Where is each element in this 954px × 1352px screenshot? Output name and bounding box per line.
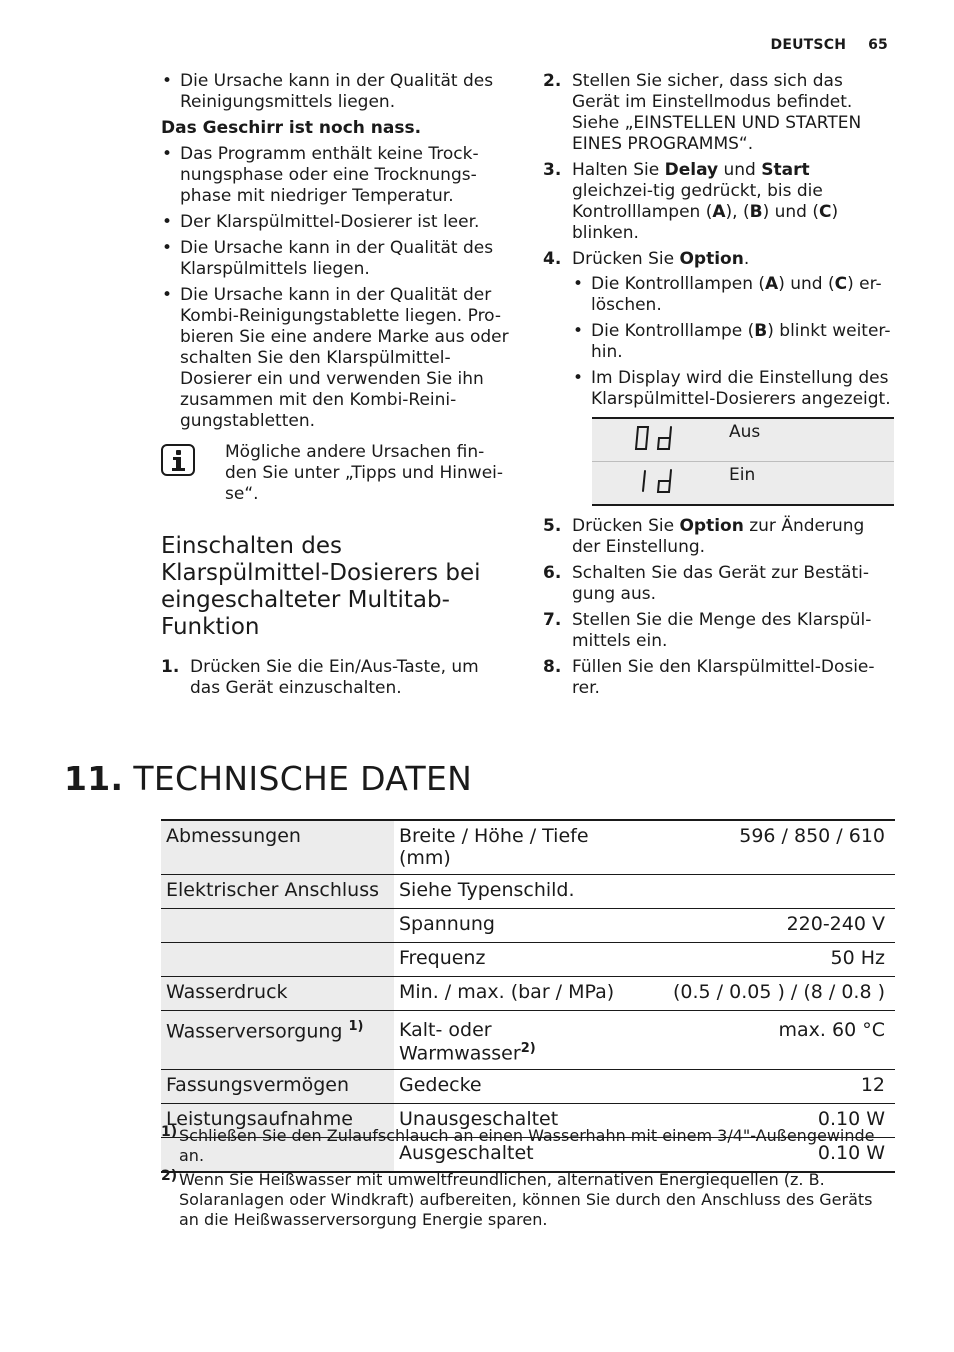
step-text: und [718,160,762,180]
step-text: . [743,249,750,269]
row-value: 0.10 W [817,1142,885,1165]
steps-list-left [161,657,513,699]
row-param: Breite / Höhe / Tiefe (mm) [399,825,589,869]
step-text: ), ( [725,202,750,222]
footnote [161,1170,891,1230]
sub-bullet-list [572,274,895,410]
lamp-b: B [749,202,763,222]
step-text: Schalten Sie das Gerät zur Bestäti-gung aus. [572,563,869,604]
key-option: Option [679,249,744,269]
step-number: 2. [543,71,562,91]
row-value: 220-240 V [786,913,885,935]
row-param: Ausgeschaltet [399,1142,534,1165]
left-column [161,71,513,704]
steps-list-right-2 [543,516,895,699]
row-label [161,909,394,943]
display-glyph-1d [592,462,727,506]
row-label: Fassungsvermögen [161,1070,394,1104]
step-text: ) blinken. [572,202,839,243]
step-number: 6. [543,563,562,583]
list-item: • Das Programm enthält keine Trock-nungsphase oder eine Trocknungs-phase mit niedriger Temperatur. [161,144,513,207]
display-label: Ein [727,462,894,506]
list-item: • Die Ursache kann in der Qualität des Klarspülmittels liegen. [161,238,513,280]
steps-list-right [543,71,895,410]
row-param: Siehe Typenschild. [399,879,575,901]
row-value: 0.10 W [817,1108,885,1131]
step-item [543,71,895,155]
row-value [641,875,895,909]
step-item [543,160,895,244]
info-icon [161,444,195,476]
header-section: DEUTSCH [770,37,847,53]
step-number: 7. [543,610,562,630]
note-text: Mögliche andere Ursachen fin-den Sie unter „Tipps und Hinwei-se“. [225,442,504,504]
row-param: Frequenz [399,947,486,969]
step-item [543,610,895,652]
step-text: Stellen Sie sicher, dass sich das Gerät im Einstellmodus befindet. Siehe „EINSTELLEN UND STARTEN EINES PROGRAMMS“. [572,71,862,154]
seven-segment-0d-icon [632,425,674,451]
row-param: Min. / max. (bar / MPa) [399,981,615,1003]
row-label: Wasserversorgung $^{1)}$ [161,1011,394,1070]
step-text: zur Änderung der Einstellung. [572,516,865,557]
bullet-list-top [161,71,513,113]
row-param: Kalt- oder Warmwasser$^{2)}$ [399,1019,536,1065]
footnote-ref: 1) [348,1019,364,1034]
row-label: Leistungsaufnahme [161,1104,394,1138]
footnotes [161,1126,891,1234]
step-item [161,657,513,699]
row-value: 50 Hz [830,947,885,969]
step-item [543,516,895,558]
key-option: Option [679,516,744,536]
table-row [161,909,895,943]
step-number: 4. [543,249,562,269]
section-title: Einschalten des Klarspülmittel-Dosierers bei eingeschalteter Multitab-Funktion [161,533,481,640]
subheading-nass: Das Geschirr ist noch nass. [161,118,422,138]
page-header [771,37,888,53]
chapter-title [64,759,472,799]
step-text: Drücken Sie [572,249,680,269]
right-column [543,71,895,704]
chapter-name: TECHNISCHE DATEN [133,759,473,798]
list-item: • Die Ursache kann in der Qualität des Reinigungsmittels liegen. [161,71,513,113]
row-label [161,943,394,977]
display-glyph-0d [592,418,727,462]
footnote-text: Wenn Sie Heißwasser mit umweltfreundlichen, alternativen Energiequellen (z. B. Solaranlagen oder Windkraft) aufbereiten, können Sie durch den Anschluss des Geräts an die Heißwasserversorgung Energie sparen. [179,1170,873,1229]
chapter-number: 11. [64,759,124,798]
step-item [543,249,895,410]
row-value: max. 60 °C [778,1019,885,1041]
step-number: 8. [543,657,562,677]
row-label: Wasserdruck [161,977,394,1011]
display-label: Aus [727,418,894,462]
step-number: 1. [161,657,180,677]
step-text: Drücken Sie die Ein/Aus-Taste, um das Gerät einzuschalten. [190,657,479,698]
table-row [161,1070,895,1104]
row-label: Elektrischer Anschluss [161,875,394,909]
seven-segment-1d-icon [632,468,674,494]
key-start: Start [761,160,810,180]
table-row [161,875,895,909]
table-row [161,943,895,977]
list-item: • Die Ursache kann in der Qualität der Kombi-Reinigungstablette liegen. Pro-bieren Sie eine andere Marke aus oder schalten Sie den Klarspülmittel-Dosierer ein und verwenden Sie ihn zusammen mit den Kombi-Reini-gungstabletten. [161,285,513,432]
footnote-ref: 2) [520,1041,536,1056]
row-param: Gedecke [399,1074,482,1097]
row-label: Abmessungen [161,820,394,875]
step-text: Stellen Sie die Menge des Klarspül-mittels ein. [572,610,872,651]
step-number: 3. [543,160,562,180]
footnote-mark: 1) [161,1124,178,1140]
lamp-a: A [712,202,726,222]
row-param: Unausgeschaltet [399,1108,559,1131]
display-row-aus [592,418,894,462]
step-item [543,563,895,605]
step-text: Halten Sie [572,160,665,180]
page-number: 65 [868,37,888,53]
table-row [161,977,895,1011]
step-text: Füllen Sie den Klarspülmittel-Dosie-rer. [572,657,875,698]
technical-data-table [161,819,895,1173]
footnote [161,1126,891,1166]
step-item [543,657,895,699]
info-note [161,442,513,505]
display-setting-table [592,417,894,506]
footnote-text: Schließen Sie den Zulaufschlauch an einen Wasserhahn mit einem 3/4"-Außengewinde an. [179,1126,875,1165]
list-item: • Im Display wird die Einstellung des Klarspülmittel-Dosierers angezeigt. [572,368,895,410]
step-text: ) und ( [762,202,820,222]
step-text: gleichzei-tig gedrückt, bis die Kontrolllampen ( [572,181,823,222]
list-item: • Die Kontrolllampe (B) blinkt weiter-hin. [572,321,895,363]
step-text: Drücken Sie [572,516,680,536]
row-value: (0.5 / 0.05 ) / (8 / 0.8 ) [673,981,885,1003]
table-row [161,1011,895,1070]
display-row-ein [592,462,894,506]
key-delay: Delay [664,160,719,180]
step-number: 5. [543,516,562,536]
footnote-mark: 2) [161,1168,178,1184]
row-value: 596 / 850 / 610 [739,825,885,847]
list-item: • Der Klarspülmittel-Dosierer ist leer. [161,212,513,233]
row-param: Spannung [399,913,495,935]
list-item: • Die Kontrolllampen (A) und (C) er-löschen. [572,274,895,316]
table-row [161,820,895,875]
row-value: 12 [860,1074,885,1097]
bullet-list-nass [161,144,513,432]
lamp-c: C [819,202,832,222]
